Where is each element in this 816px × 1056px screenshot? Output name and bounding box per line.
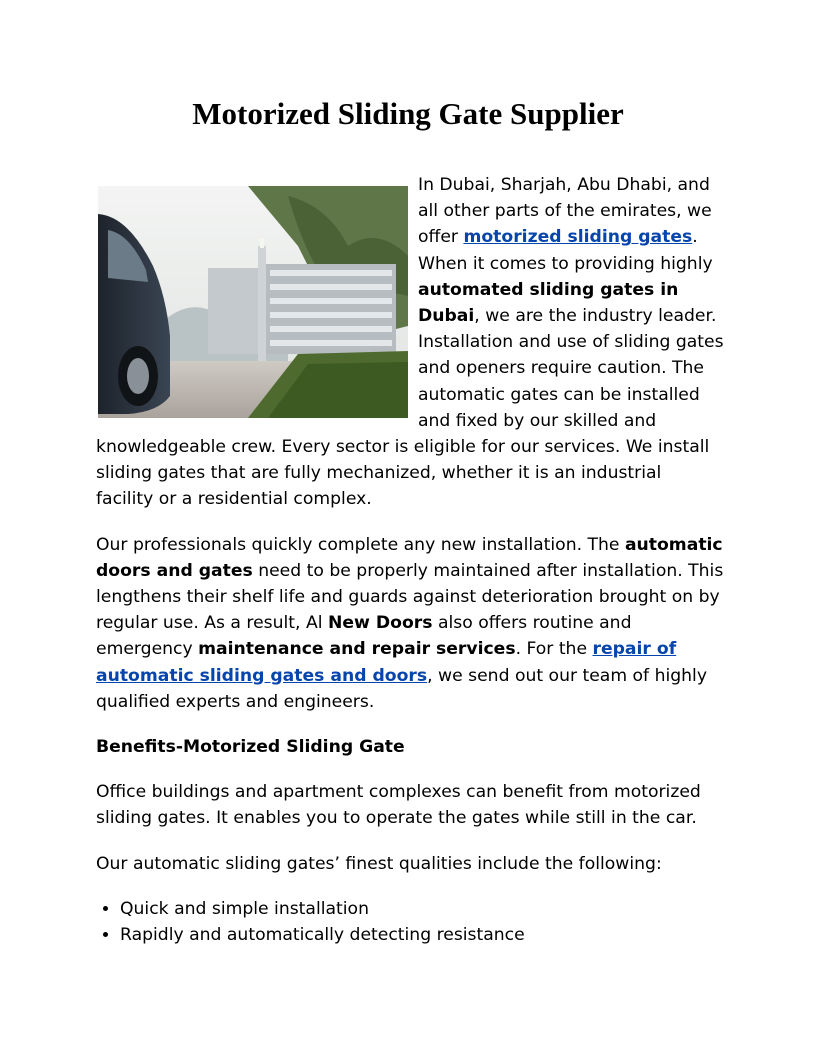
repair-sliding-gates-link[interactable]: repair of automatic sliding gates and doors (96, 639, 677, 686)
list-item: • Rapidly and automatically detecting resistance (120, 922, 724, 948)
intro-paragraph: In Dubai, Sharjah, Abu Dhabi, and all other parts of the emirates, we offer motorized sliding gates. When it comes to providing highly automated sliding gates in Dubai, we are the industry leader. Installation and use of sliding gates and openers require caution. The automatic gates can be installed and fixed by our skilled and knowledgeable crew. Every sector is eligible for our services. We install sliding gates that are fully mechanized, whether it is an industrial facility or a residential complex. (96, 175, 724, 510)
benefits-paragraph: Office buildings and apartment complexes can benefit from motorized sliding gates. It enables you to operate the gates while still in the car. (96, 782, 701, 829)
list-item: • Quick and simple installation (120, 896, 724, 922)
qualities-paragraph: Our automatic sliding gates’ finest qualities include the following: (96, 853, 662, 874)
motorized-sliding-gates-link[interactable]: motorized sliding gates (463, 227, 693, 248)
page-title: Motorized Sliding Gate Supplier (192, 96, 624, 131)
gate-photo (98, 186, 408, 418)
benefits-heading: Benefits-Motorized Sliding Gate (96, 737, 405, 758)
qualities-list (96, 896, 724, 948)
document-body (96, 172, 724, 948)
maintenance-paragraph: Our professionals quickly complete any new installation. The automatic doors and gates need to be properly maintained after installation. This lengthens their shelf life and guards against deterioration brought on by regular use. As a result, Al New Doors also offers routine and emergency maintenance and repair services. For the repair of automatic sliding gates and doors, we send out our team of highly qualified experts and engineers. (96, 534, 724, 712)
